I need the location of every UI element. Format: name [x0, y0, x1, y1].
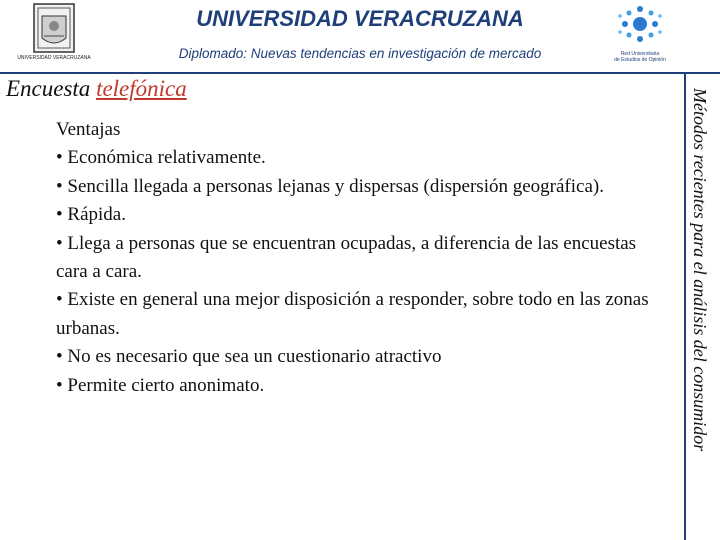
list-item: • Llega a personas que se encuentran ocupadas, a diferencia de las encuestas cara a cara. — [56, 230, 668, 287]
slide-title-plain: Encuesta — [6, 76, 97, 101]
slide-title — [6, 76, 187, 102]
section-heading: Ventajas — [56, 119, 121, 140]
list-item: • No es necesario que sea un cuestionario atractivo — [56, 343, 668, 371]
header-divider — [0, 72, 720, 74]
list-item: • Permite cierto anonimato. — [56, 372, 668, 400]
list-item: • Sencilla llegada a personas lejanas y dispersas (dispersión geográfica). — [56, 173, 668, 201]
slide-title-accent: telefónica — [96, 76, 187, 101]
header-subtitle: Diplomado: Nuevas tendencias en investigación de mercado — [178, 46, 542, 61]
list-item: • Económica relativamente. — [56, 144, 668, 172]
seal-caption: UNIVERSIDAD VERACRUZANA — [17, 55, 91, 61]
caption-line: Red Universitaria — [620, 51, 660, 57]
header-title: UNIVERSIDAD VERACRUZANA — [196, 6, 524, 31]
caption-line: de Estudios de Opinión — [614, 57, 666, 63]
side-vertical-caption: Métodos recientes para el análisis del consumidor — [690, 88, 710, 452]
advantages-list — [56, 116, 668, 400]
list-item: • Existe en general una mejor disposición a responder, sobre todo en las zonas urbanas. — [56, 286, 668, 343]
list-item: • Rápida. — [56, 201, 668, 229]
side-divider — [684, 74, 686, 540]
opinion-network-caption — [596, 51, 684, 63]
